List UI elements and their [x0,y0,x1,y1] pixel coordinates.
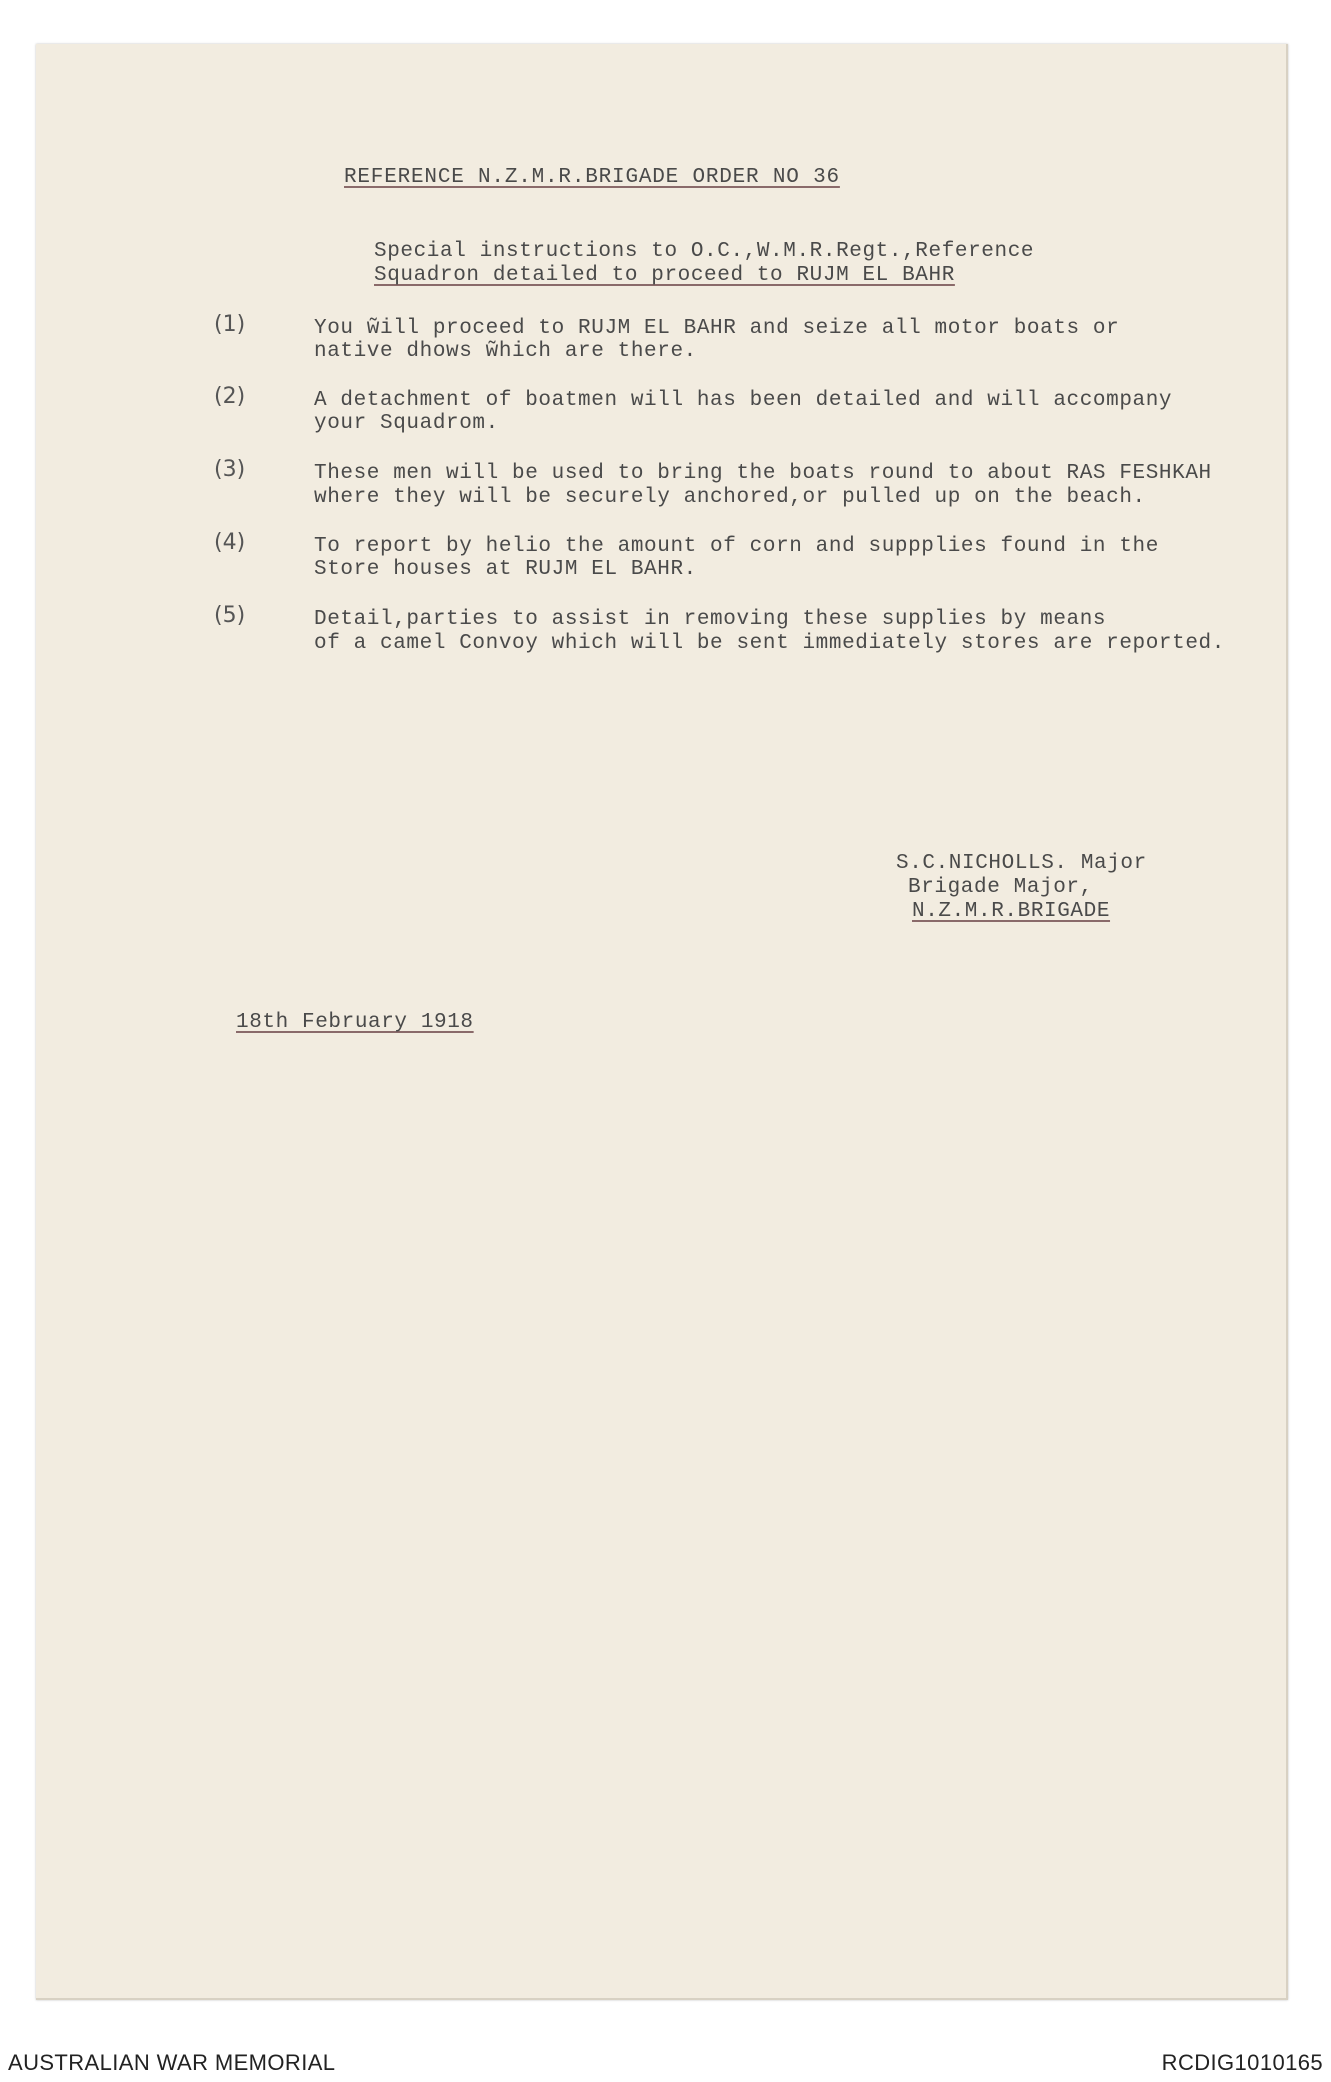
subheading-line-2: Squadron detailed to proceed to RUJM EL BAHR [374,264,955,287]
item-text-line: native dhows w̃hich are there. [314,340,697,363]
item-text-line: Store houses at RUJM EL BAHR. [314,558,697,581]
item-number: (3) [214,457,246,482]
document-heading: REFERENCE N.Z.M.R.BRIGADE ORDER NO 36 [344,166,840,189]
item-text-line: A detachment of boatmen will has been detailed and will accompany [314,389,1173,412]
item-text-line: of a camel Convoy which will be sent immediately stores are reported. [314,632,1225,655]
document-date: 18th February 1918 [236,1011,474,1034]
archive-credit: AUSTRALIAN WAR MEMORIAL [8,2050,336,2075]
item-text-line: where they will be securely anchored,or pulled up on the beach. [314,486,1146,509]
item-number: (2) [214,384,246,409]
item-number: (5) [214,603,246,628]
item-text-line: Detail,parties to assist in removing these supplies by means [314,608,1107,631]
document-page [36,44,1288,2000]
signature-name: S.C.NICHOLLS. Major [896,852,1147,875]
item-text-line: You w̃ill proceed to RUJM EL BAHR and seize all motor boats or [314,317,1120,340]
signature-unit: N.Z.M.R.BRIGADE [912,900,1111,923]
archive-id: RCDIG1010165 [1161,2050,1323,2075]
item-number: (1) [214,312,246,337]
item-number: (4) [214,530,246,555]
item-text-line: To report by helio the amount of corn and suppplies found in the [314,535,1159,558]
item-text-line: your Squadrom. [314,412,499,435]
subheading-line-1: Special instructions to O.C.,W.M.R.Regt.,Reference [374,240,1035,263]
signature-title: Brigade Major, [908,876,1093,899]
item-text-line: These men will be used to bring the boats round to about RAS FESHKAH [314,462,1212,485]
